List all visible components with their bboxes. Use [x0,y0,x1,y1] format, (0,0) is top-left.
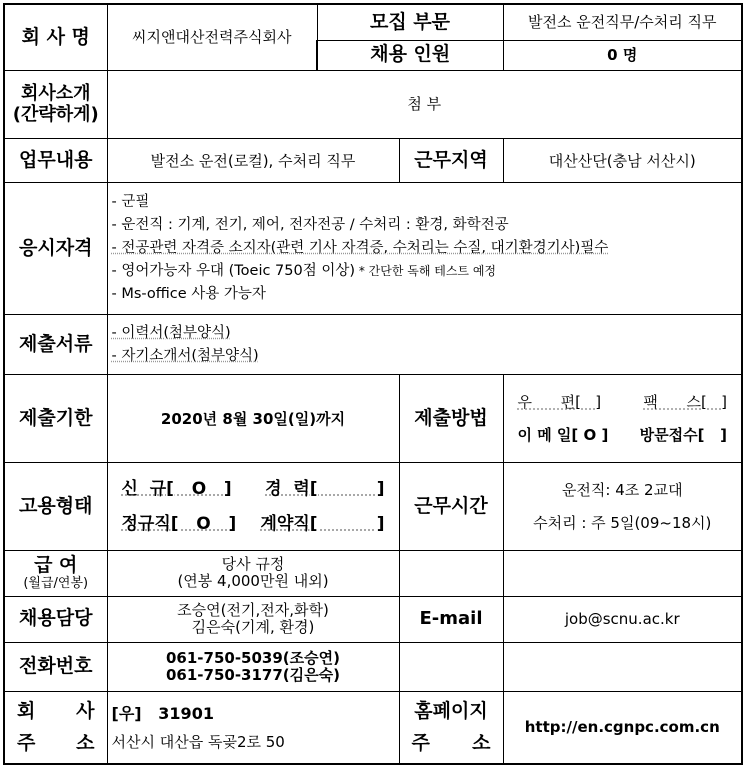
documents-item: - 자기소개서(첨부양식) [111,347,259,364]
recruiter-line2: 김은숙(기계, 환경) [191,618,315,637]
recruiter-line1: 조승연(전기,전자,화학) [177,600,329,619]
work-area-label: 근무지역 [399,139,503,183]
submit-option-post: 우 편[ ] [517,393,602,412]
phone-line1: 061-750-5039(조승연) [165,648,340,667]
employment-option-contract: 계약직[ ] [260,513,385,534]
company-name-value: 씨지앤대산전력주식회사 [107,4,317,70]
work-hours-value [503,462,742,550]
address-street: 서산시 대산읍 독곶2로 50 [111,733,285,752]
headcount-value: 0 명 [503,40,742,70]
phone-line2: 061-750-3177(김은숙) [165,665,340,684]
documents-label: 제출서류 [4,315,107,375]
job-posting-table [3,3,743,765]
recruiter-label: 채용담당 [4,596,107,642]
recruit-field-label: 모집 부문 [317,4,503,40]
intro-value: 첨 부 [107,70,742,138]
submit-method-row2 [508,425,738,445]
work-area-value: 대산산단(충남 서산시) [503,139,742,183]
duty-value: 발전소 운전(로컬), 수처리 직무 [107,139,399,183]
submit-method-options [503,375,742,462]
qualification-list [107,183,742,315]
employment-type-label: 고용형태 [4,462,107,550]
recruiter-value [107,596,399,642]
documents-list [107,315,742,375]
submit-option-visit: 방문접수[ ] [639,425,727,444]
company-name-label: 회 사 명 [4,4,107,70]
qualification-item: - Ms-office 사용 가능자 [111,286,266,303]
salary-label [4,551,107,596]
salary-label-line1: 급 여 [34,554,78,577]
intro-label-line1: 회사소개 [20,82,91,104]
employment-type-options [107,462,399,550]
recruit-field-value: 발전소 운전직무/수처리 직무 [503,4,742,40]
qualification-item: - 군필 [111,194,150,211]
deadline-value: 2020년 8월 30일(일)까지 [107,375,399,462]
work-hours-line1: 운전직: 4조 2교대 [561,481,683,500]
salary-value [107,551,399,596]
address-label-char: 회 [17,699,36,722]
documents-item: - 이력서(첨부양식) [111,324,231,341]
qualification-item [112,260,738,283]
qualification-item-text: - 영어가능자 우대 (Toeic 750점 이상) [111,263,356,280]
employment-option-permanent: 정규직[ O ] [121,513,237,534]
employment-row1 [112,478,395,501]
qualification-item: - 전공관련 자격증 소지자(관련 기사 자격증, 수처리는 수질, 대기환경기사)필수 [111,240,609,257]
submit-method-row1 [508,392,738,412]
employment-option-experienced: 경 력[ ] [265,478,385,499]
address-label [4,692,107,764]
salary-line1: 당사 규정 [221,555,285,574]
salary-label-line2: (월급/연봉) [23,575,89,591]
headcount-label: 채용 인원 [317,40,503,70]
duty-label: 업무내용 [4,139,107,183]
phone-value [107,642,399,691]
employment-option-new: 신 규[ O ] [121,478,232,499]
qualification-item: - 운전직 : 기계, 전기, 제어, 전자전공 / 수처리 : 환경, 화학전공 [111,217,509,234]
intro-label-line2: (간략하게) [12,103,99,125]
work-hours-label: 근무시간 [399,462,503,550]
homepage-url[interactable]: http://en.cgnpc.com.cn [503,692,742,764]
employment-row2 [112,513,395,536]
salary-empty-cell [503,551,742,596]
phone-empty-cell [503,642,742,691]
work-hours-line2: 수처리 : 주 5일(09~18시) [533,513,712,532]
homepage-label-line2 [412,731,491,757]
submit-option-email: 이 메 일[ O ] [517,425,609,444]
submit-option-fax: 팩 스[ ] [643,393,727,412]
address-label-line2 [17,731,95,757]
phone-label: 전화번호 [4,642,107,691]
homepage-label [399,692,503,764]
intro-label [4,70,107,138]
address-value [107,692,399,764]
email-label: E-mail [399,596,503,642]
address-label-line1 [17,699,95,725]
deadline-label: 제출기한 [4,375,107,462]
salary-line2: (연봉 4,000만원 내외) [177,572,329,591]
address-label-char: 소 [76,731,95,754]
phone-empty-cell [399,642,503,691]
address-postal: [우] 31901 [111,703,214,723]
submit-method-label: 제출방법 [399,375,503,462]
address-label-char: 사 [76,699,95,722]
email-value: job@scnu.ac.kr [503,596,742,642]
salary-empty-cell [399,551,503,596]
address-label-char: 주 [17,731,36,754]
homepage-label-char: 소 [472,731,491,754]
homepage-label-char: 주 [411,731,430,754]
qualification-label: 응시자격 [4,183,107,315]
qualification-note: * 간단한 독해 테스트 예정 [355,264,497,279]
homepage-label-line1: 홈페이지 [414,699,488,722]
